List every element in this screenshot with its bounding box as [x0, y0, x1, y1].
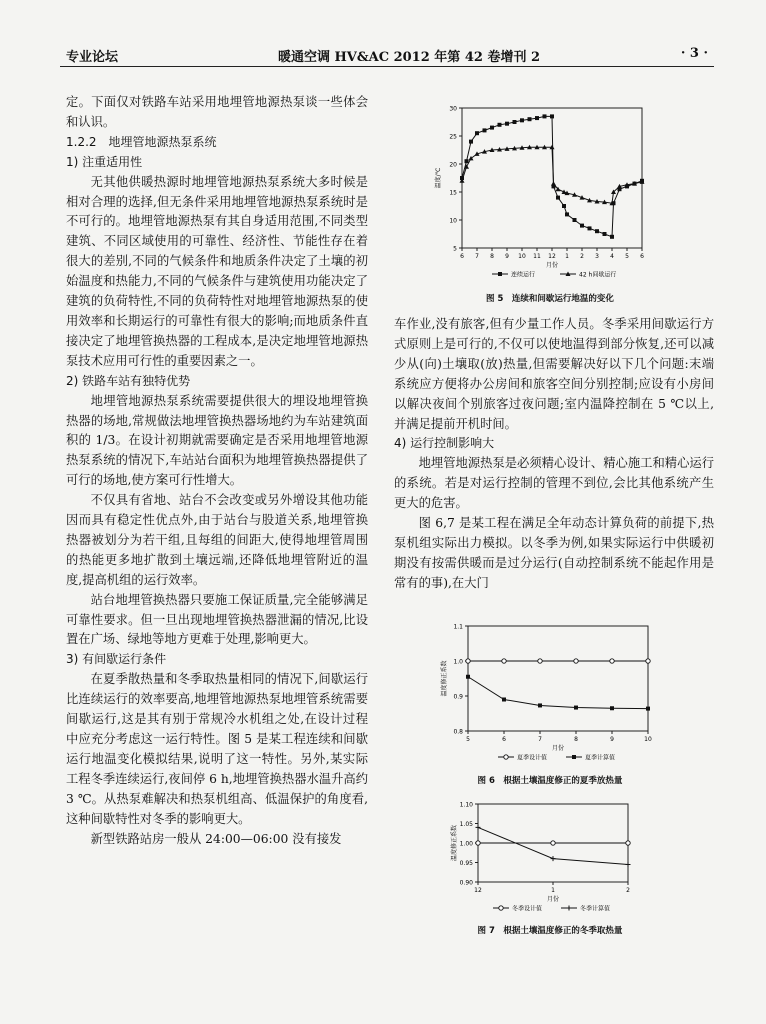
legend-marker: [499, 906, 503, 910]
data-point: [610, 659, 614, 663]
y-axis-label: 温度/℃: [435, 167, 442, 189]
data-point: [469, 140, 473, 144]
y-tick-label: 1.1: [453, 623, 463, 631]
data-point: [551, 841, 555, 845]
data-point: [502, 698, 506, 702]
data-point: [574, 659, 578, 663]
data-point: [610, 706, 614, 710]
data-point: [550, 114, 554, 118]
x-tick-label: 7: [475, 253, 479, 260]
legend-label: 连续运行: [511, 271, 536, 279]
paragraph: 无其他供暖热源时地埋管地源热泵系统大多时候是相对合理的选择,但无条件采用地埋管地源热泵系统时是不可行的。地埋管地源热泵有其自身适用范围,不同类型建筑、不同区域使用的可靠性、经济性、节能性存在着很大的差别,不同的气候条件和地质条件决定了土壤的初始温度和热能力,不同的气候条件与建筑使用功能决定了建筑的负荷特性,不同的负荷特性对地埋管地源热泵的使用效率和长期运行的可靠性有很大的影响;而地质条件直接决定了地埋管换热器的工程成本,是决定地埋管地源热泵技术应用可行性的重要因素之一。: [66, 174, 368, 368]
paragraph: 车作业,没有旅客,但有少量工作人员。冬季采用间歇运行方式原则上是可行的,不仅可以使地温得到部分恢复,还可以减少从(向)土壤取(放)热量,但需要解决好以下几个问题:末端系统应方便将办公房间和旅客空间分别控制;应设有小房间以解决夜间个别旅客过夜问题;室内温降控制在 5 ℃以上,并满足提前开机时间。: [394, 317, 714, 431]
paragraph: 新型铁路站房一般从 24:00—06:00 没有接发: [90, 831, 342, 846]
right-column: [394, 315, 714, 594]
data-point: [603, 232, 607, 236]
x-tick-label: 5: [466, 736, 470, 743]
y-axis-label: 温度修正系数: [451, 824, 458, 862]
x-tick-label: 10: [518, 253, 526, 260]
figure-6-chart: [418, 618, 668, 768]
data-point: [626, 862, 631, 867]
legend-label: 42 h间歇运行: [579, 271, 617, 279]
x-tick-label: 12: [548, 253, 556, 260]
series-line-1: [462, 147, 642, 203]
y-tick-label: 10: [449, 217, 457, 225]
legend-marker: [498, 272, 502, 276]
figure-5-caption: 图 5 连续和间歇运行地温的变化: [486, 294, 614, 304]
data-point: [505, 122, 509, 126]
legend-label: 夏季设计值: [517, 754, 548, 762]
paragraph: 在夏季散热量和冬季取热量相同的情况下,间歇运行比连续运行的效率要高,地埋管地源热泵地埋管系统需要间歇运行,这是其有别于常规冷水机组之处,在设计过程中应充分考虑这一运行特性。图 5 是某工程连续和间歇运行地温变化模拟结果,说明了这一特性。另外,某实际工程冬季连续运行,夜间停 6 h,地埋管换热器水温升高约 3 ℃。从热泵难解决和热泵机组高、低温保护的角度看,这种间歇特性对冬季的影响更大。: [66, 672, 368, 826]
data-point: [490, 126, 494, 130]
plot-frame: [468, 626, 648, 731]
x-tick-label: 9: [610, 736, 614, 743]
data-point: [528, 117, 532, 121]
data-point: [475, 131, 479, 135]
data-point: [466, 675, 470, 679]
left-column: [66, 93, 368, 849]
section-heading: 2) 铁路车站有独特优势: [66, 373, 191, 388]
header-section: 专业论坛: [66, 50, 119, 65]
data-point: [646, 659, 650, 663]
data-point: [538, 703, 542, 707]
y-tick-label: 30: [449, 105, 457, 113]
y-tick-label: 15: [449, 189, 457, 197]
x-axis-label: 月份: [546, 896, 560, 903]
series-line-0: [462, 116, 642, 236]
y-tick-label: 0.8: [453, 728, 463, 736]
x-tick-label: 6: [502, 736, 506, 743]
data-point: [465, 159, 469, 163]
data-point: [466, 659, 470, 663]
data-point: [535, 116, 539, 120]
figure-5-chart: [420, 100, 660, 280]
x-tick-label: 12: [474, 887, 482, 894]
page-header: [60, 44, 714, 66]
x-tick-label: 5: [625, 253, 629, 260]
y-tick-label: 1.0: [453, 658, 463, 666]
x-tick-label: 6: [640, 253, 644, 260]
x-tick-label: 9: [505, 253, 509, 260]
figure-6-caption: 图 6 根据土壤温度修正的夏季放热量: [477, 776, 623, 786]
header-rule: [60, 66, 714, 67]
paragraph: 定。下面仅对铁路车站采用地埋管地源热泵谈一些体会和认识。: [66, 95, 368, 129]
header-page-number: · 3 ·: [680, 46, 708, 61]
x-tick-label: 6: [460, 253, 464, 260]
data-point: [551, 856, 556, 861]
legend-marker: [572, 755, 576, 759]
data-point: [498, 123, 502, 127]
x-tick-label: 8: [490, 253, 494, 260]
y-tick-label: 1.10: [459, 801, 473, 809]
y-tick-label: 0.90: [459, 879, 473, 887]
legend-label: 冬季设计值: [512, 905, 543, 913]
data-point: [565, 212, 569, 216]
series-line-1: [468, 677, 648, 709]
data-point: [626, 841, 630, 845]
x-axis-label: 月份: [545, 262, 559, 269]
x-tick-label: 11: [533, 253, 541, 260]
x-tick-label: 2: [580, 253, 584, 260]
data-point: [513, 120, 517, 124]
paragraph: 图 6,7 是某工程在满足全年动态计算负荷的前提下,热泵机组实际出力模拟。以冬季为例,如果实际运行中供暖初期没有按需供暖而是过分运行(自动控制系统不能起作用是常有的事),在大门: [394, 516, 714, 590]
paragraph: 地埋管地源热泵是必须精心设计、精心施工和精心运行的系统。若是对运行控制的管理不到位,会比其他系统产生更大的危害。: [394, 456, 714, 511]
data-point: [574, 706, 578, 710]
section-heading: 1.2.2 地埋管地源热泵系统: [66, 134, 217, 149]
x-tick-label: 1: [565, 253, 569, 260]
paragraph: 地埋管地源热泵系统需要提供很大的埋设地埋管换热器的场地,常规做法地埋管换热器场地约为车站建筑面积的 1/3。在设计初期就需要确定是否采用地埋管地源热泵系统的情况下,车站站台面积为地埋管换热器提供了可行的场地,使方案可行性增大。: [66, 393, 368, 488]
x-axis-label: 月份: [551, 745, 565, 752]
paragraph: 不仅具有省地、站台不会改变或另外增设其他功能因而具有稳定性优点外,由于站台与股道关系,地埋管换热器被划分为若干组,且每组的间距大,使得地埋管周围的热能更多地扩散到土壤远端,还降低地埋管附近的温度,提高机组的运行效率。: [66, 493, 368, 587]
section-heading: 1) 注重适用性: [66, 154, 143, 169]
data-point: [476, 841, 480, 845]
legend-label: 夏季计算值: [585, 754, 616, 762]
section-heading: 4) 运行控制影响大: [394, 436, 495, 451]
y-tick-label: 1.05: [459, 821, 473, 828]
data-point: [556, 196, 560, 200]
data-point: [646, 707, 650, 711]
legend-label: 冬季计算值: [580, 905, 611, 913]
data-point: [483, 128, 487, 132]
data-point: [476, 825, 481, 830]
legend-marker: [567, 906, 572, 911]
figure-7-chart: [418, 796, 668, 916]
x-tick-label: 4: [610, 253, 614, 260]
x-tick-label: 7: [538, 736, 542, 743]
data-point: [538, 659, 542, 663]
legend-marker: [504, 755, 508, 759]
figure-7-caption: 图 7 根据土壤温度修正的冬季取热量: [477, 926, 623, 936]
x-tick-label: 3: [595, 253, 599, 260]
y-tick-label: 20: [449, 161, 457, 169]
section-heading: 3) 有间歇运行条件: [66, 652, 167, 667]
x-tick-label: 1: [551, 887, 555, 894]
paragraph: 站台地埋管换热器只要施工保证质量,完全能够满足可靠性要求。但一旦出现地埋管换热器泄漏的情况,比设置在广场、绿地等地方更难于处理,影响更大。: [66, 592, 368, 647]
data-point: [543, 114, 547, 118]
y-tick-label: 5: [453, 245, 457, 253]
data-point: [610, 235, 614, 239]
y-tick-label: 1.00: [459, 840, 473, 848]
data-point: [588, 226, 592, 230]
data-point: [520, 118, 524, 122]
x-tick-label: 8: [574, 736, 578, 743]
data-point: [502, 659, 506, 663]
data-point: [595, 229, 599, 233]
data-point: [562, 204, 566, 208]
x-tick-label: 2: [626, 887, 630, 894]
header-journal: 暖通空调 HV&AC 2012 年第 42 卷增刊 2: [278, 50, 541, 65]
data-point: [580, 224, 584, 228]
y-tick-label: 25: [449, 133, 457, 141]
data-point: [573, 218, 577, 222]
y-tick-label: 0.95: [459, 860, 473, 867]
y-axis-label: 温度修正系数: [441, 660, 448, 697]
y-tick-label: 0.9: [453, 693, 463, 701]
x-tick-label: 10: [644, 736, 652, 743]
data-point: [551, 181, 556, 186]
